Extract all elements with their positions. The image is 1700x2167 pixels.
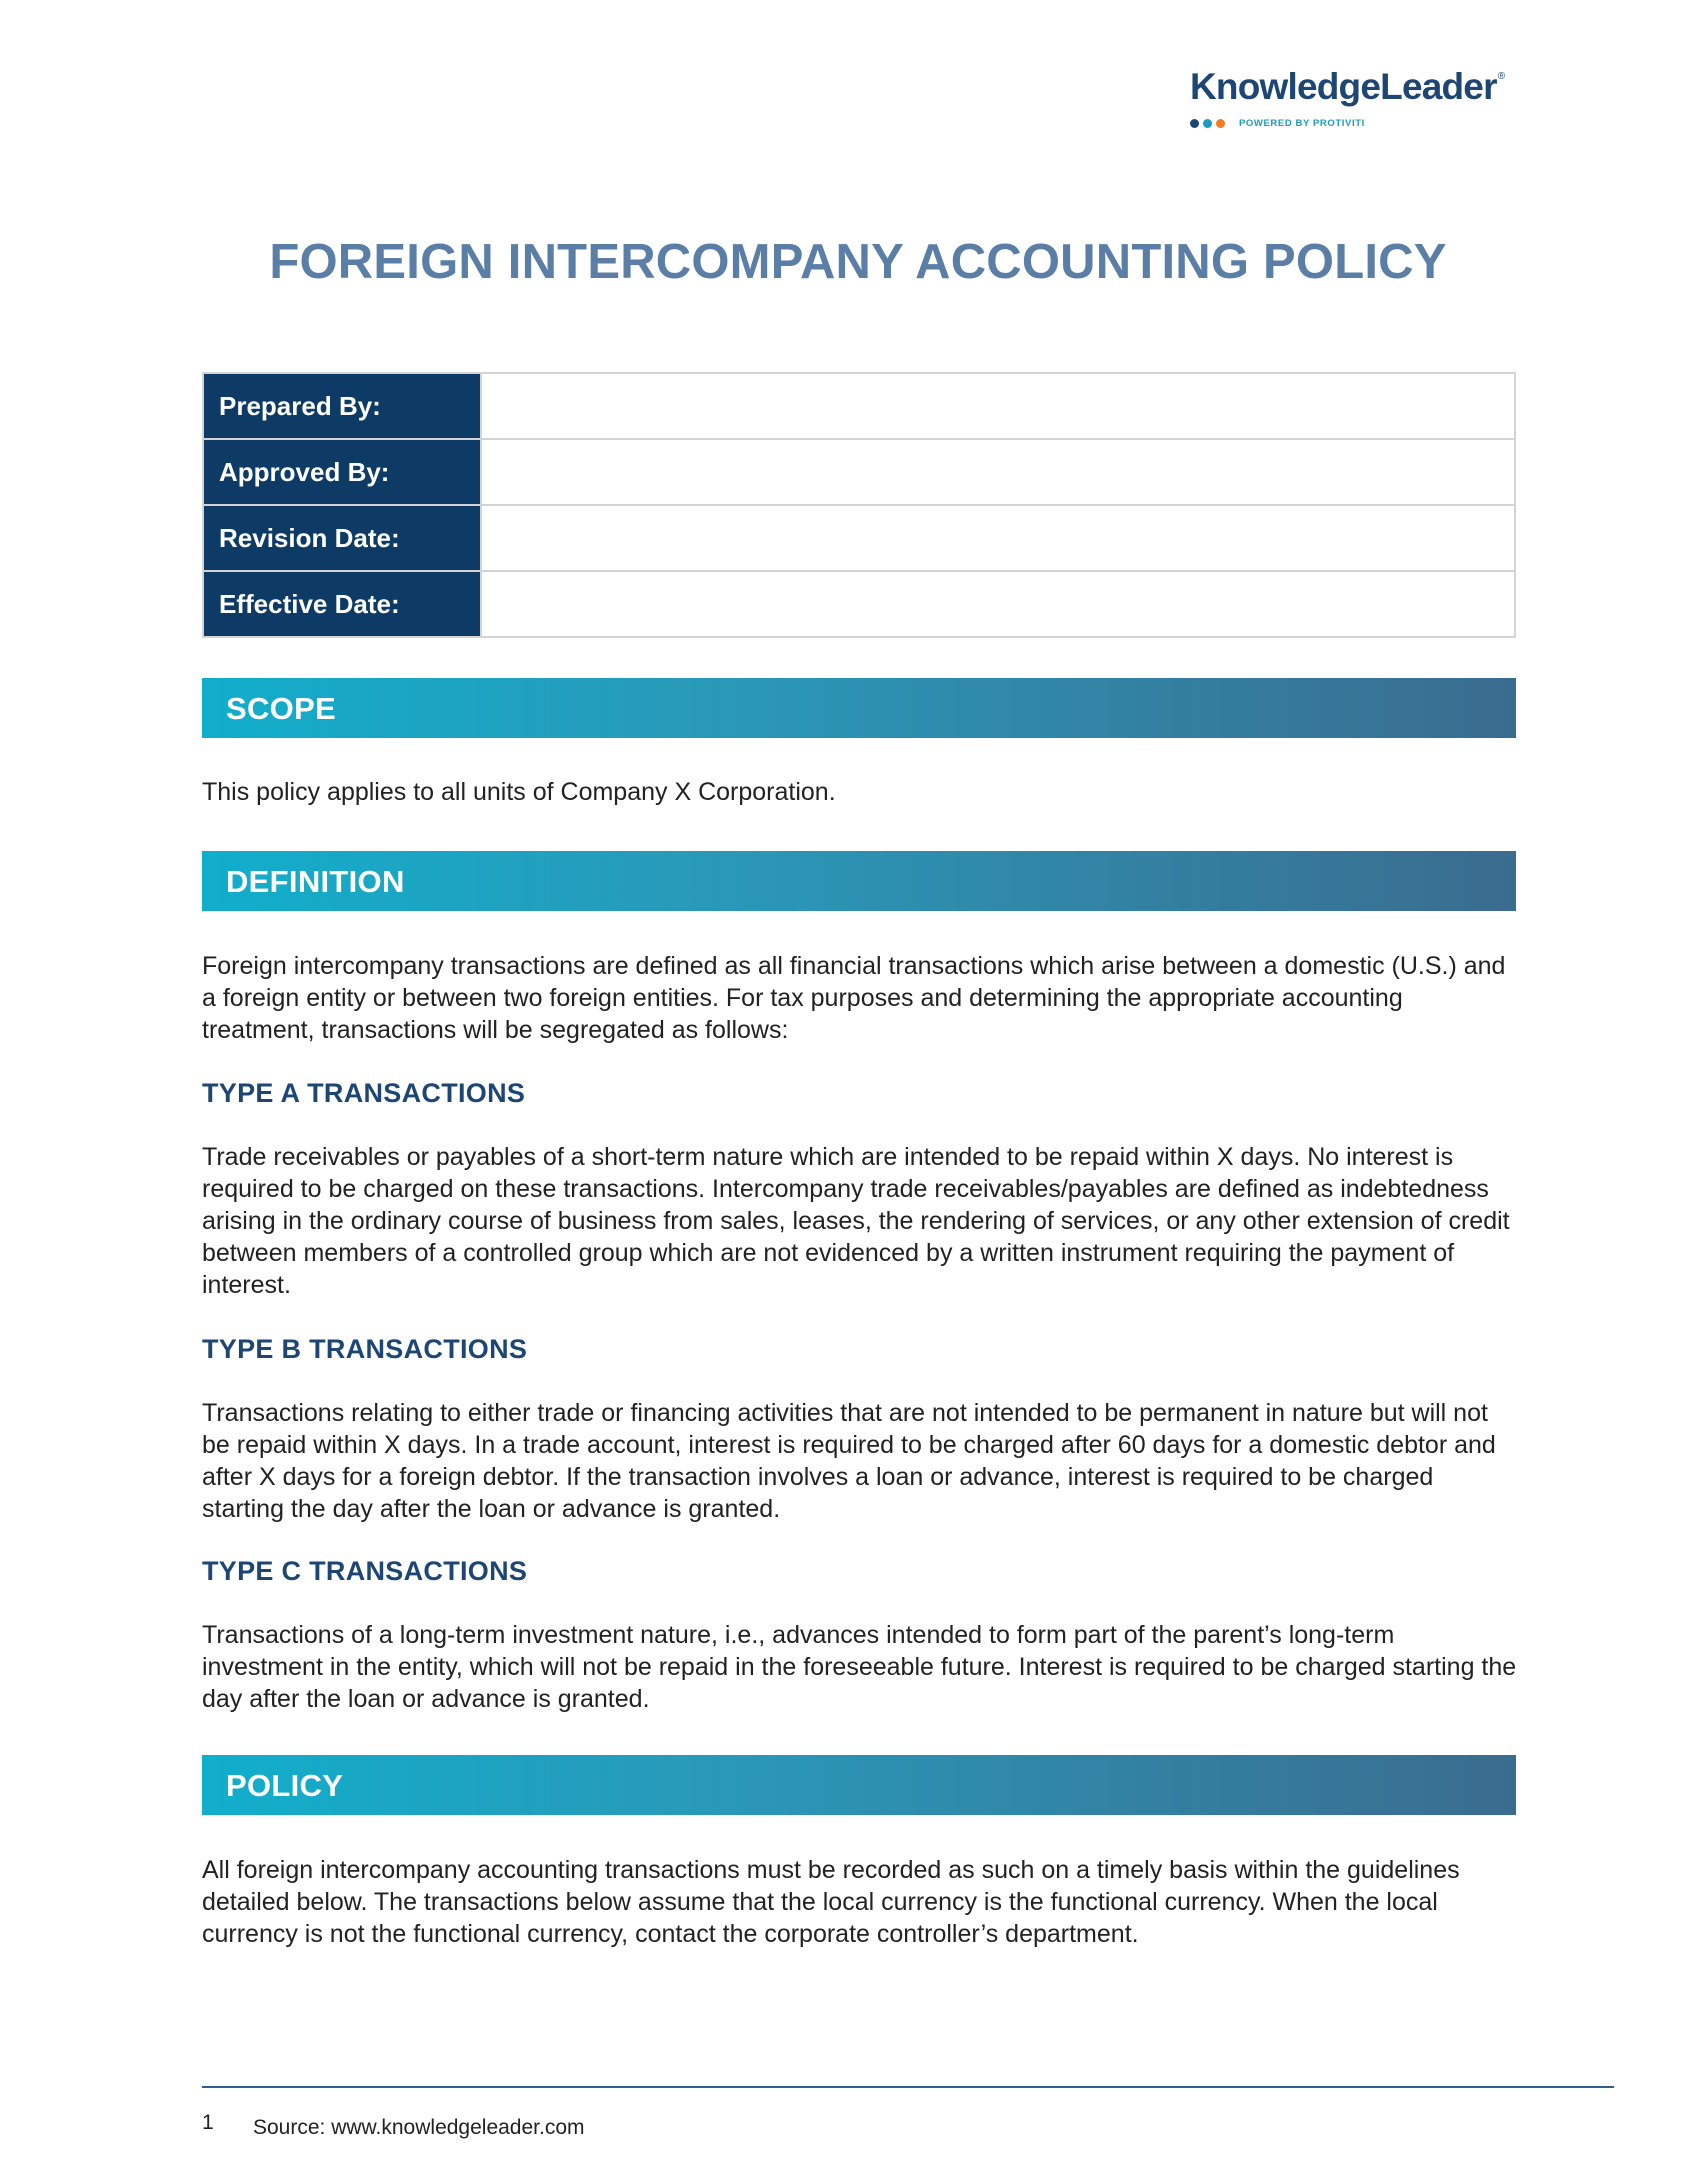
- scope-text: This policy applies to all units of Company X Corporation.: [202, 778, 836, 806]
- effective-date-label: Effective Date:: [203, 571, 481, 637]
- logo-tagline: POWERED BY PROTIVITI: [1239, 118, 1365, 129]
- revision-date-field[interactable]: [481, 505, 1515, 571]
- approved-by-field[interactable]: [481, 439, 1515, 505]
- type-b-heading: TYPE B TRANSACTIONS: [202, 1334, 528, 1364]
- document-info-table: [202, 372, 1516, 638]
- policy-text: All foreign intercompany accounting transactions must be recorded as such on a timely basis within the guidelines detailed below. The transactions below assume that the local currency is the functional currency. When the local currency is not the functional currency, contact the corporate controller’s department.: [202, 1856, 1460, 1948]
- logo-wordmark: [1190, 68, 1520, 105]
- logo-name-text: KnowledgeLeader: [1190, 66, 1497, 107]
- approved-by-label: Approved By:: [203, 439, 481, 505]
- definition-section-header: DEFINITION: [202, 851, 1516, 911]
- type-b-text: Transactions relating to either trade or financing activities that are not intended to be permanent in nature but will not be repaid within X days. In a trade account, interest is required to be charged after 60 days for a domestic debtor and after X days for a foreign debtor. If the transaction involves a loan or advance, interest is required to be charged starting the day after the loan or advance is granted.: [202, 1399, 1496, 1523]
- document-title: FOREIGN INTERCOMPANY ACCOUNTING POLICY: [269, 235, 1447, 289]
- registered-mark: ®: [1497, 71, 1505, 82]
- type-a-heading: TYPE A TRANSACTIONS: [202, 1078, 526, 1108]
- page-number: 1: [202, 2111, 214, 2134]
- type-c-heading: TYPE C TRANSACTIONS: [202, 1556, 528, 1586]
- table-row: [203, 373, 1515, 439]
- logo-dot-teal-icon: [1203, 119, 1212, 128]
- scope-section-header: SCOPE: [202, 678, 1516, 738]
- footer-divider: [202, 2086, 1614, 2088]
- prepared-by-label: Prepared By:: [203, 373, 481, 439]
- logo-subline: [1190, 118, 1520, 129]
- footer-source: Source: www.knowledgeleader.com: [253, 2116, 585, 2139]
- knowledgeleader-logo: [1190, 68, 1520, 129]
- definition-text: Foreign intercompany transactions are defined as all financial transactions which arise between a domestic (U.S.) and a foreign entity or between two foreign entities. For tax purposes and determining the appropriate accounting treatment, transactions will be segregated as follows:: [202, 952, 1506, 1044]
- table-row: [203, 439, 1515, 505]
- prepared-by-field[interactable]: [481, 373, 1515, 439]
- table-row: [203, 571, 1515, 637]
- logo-dot-navy-icon: [1190, 119, 1199, 128]
- type-a-text: Trade receivables or payables of a short-term nature which are intended to be repaid within X days. No interest is required to be charged on these transactions. Intercompany trade receivables/payables are defined as indebtedness arising in the ordinary course of business from sales, leases, the rendering of services, or any other extension of credit between members of a controlled group which are not evidenced by a written instrument requiring the payment of interest.: [202, 1143, 1510, 1299]
- logo-dot-orange-icon: [1216, 119, 1225, 128]
- revision-date-label: Revision Date:: [203, 505, 481, 571]
- table-row: [203, 505, 1515, 571]
- policy-section-header: POLICY: [202, 1755, 1516, 1815]
- type-c-text: Transactions of a long-term investment nature, i.e., advances intended to form part of the parent’s long-term investment in the entity, which will not be repaid in the foreseeable future. Interest is required to be charged starting the day after the loan or advance is granted.: [202, 1621, 1517, 1713]
- effective-date-field[interactable]: [481, 571, 1515, 637]
